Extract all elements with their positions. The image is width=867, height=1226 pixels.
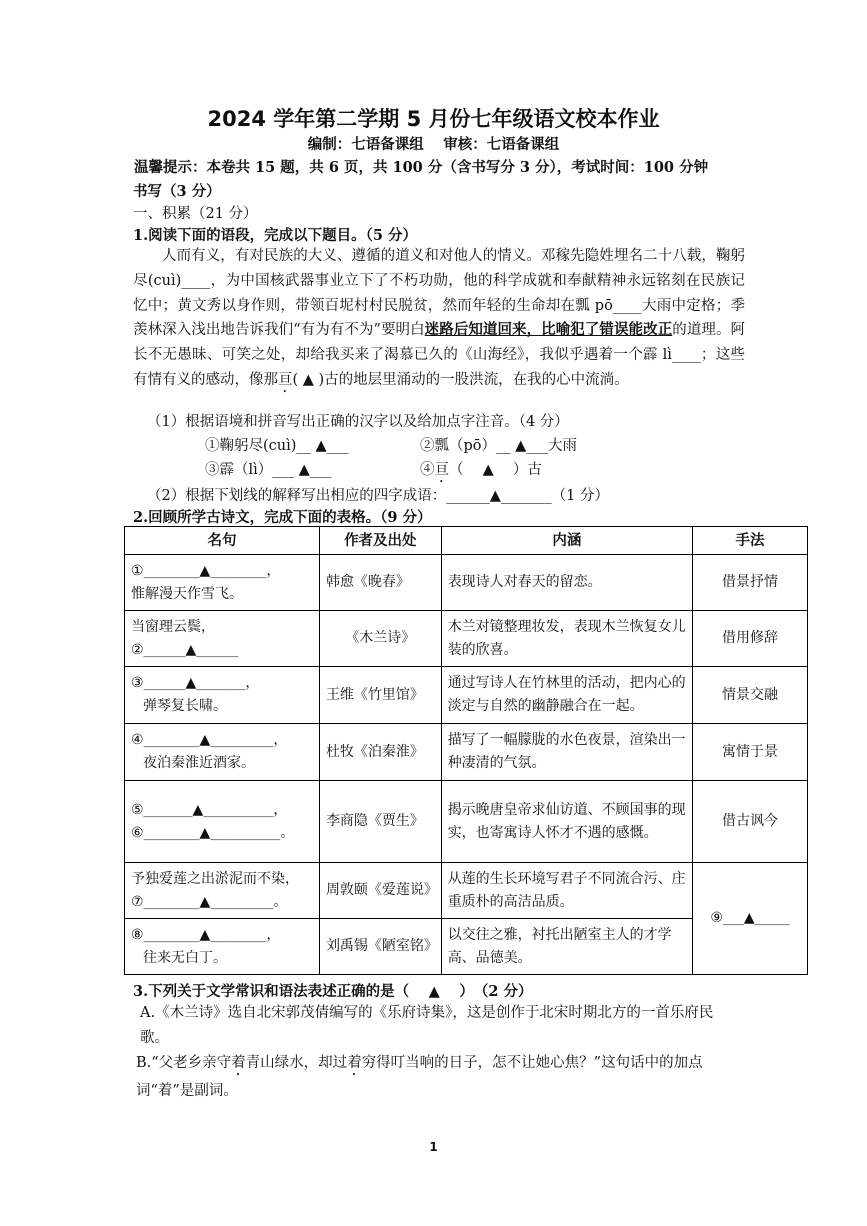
option-b[interactable] — [136, 1051, 726, 1104]
option-a[interactable]: A.《木兰诗》选自北宋郭茂倩编写的《乐府诗集》，这是创作于北宋时期北方的一首乐府民歌。 — [140, 1005, 714, 1046]
editor-line: 编制：七语备课组 审核：七语备课组 — [307, 136, 560, 153]
verse-line: 当窗理云鬓， — [131, 618, 215, 635]
answer-blank-4-suffix: （ ▲ ）古 — [449, 462, 542, 478]
table-row — [125, 863, 808, 919]
question-3-heading: 3.下列关于文学常识和语法表述正确的是（ ▲ ） （2 分） — [133, 983, 533, 1000]
verse-line: ②______▲______ — [131, 641, 239, 658]
poetry-table — [124, 526, 808, 975]
section-heading: 一、积累（21 分） — [133, 206, 258, 222]
method-answer-cell[interactable]: ⑨___▲_____ — [693, 863, 808, 975]
sub-question-1: （1）根据语境和拼音写出正确的汉字以及给加点字注音。（4 分） — [147, 414, 569, 430]
writing-score: 书写（3 分） — [133, 183, 221, 200]
answer-blank-3[interactable]: ③霹（lì）___ ▲___ — [205, 462, 332, 478]
verse-line: ③______▲_______， — [131, 675, 260, 691]
column-header: 手法 — [693, 527, 808, 555]
author-cell: 周敦颐《爱莲说》 — [319, 863, 441, 919]
answer-blank-4[interactable] — [420, 458, 542, 486]
method-cell: 借用修辞 — [693, 611, 808, 667]
verse-line: ④________▲_________， — [131, 732, 288, 748]
passage-part-c: ( ▲ )古的地层里涌动的一股洪流，在我的心中流淌。 — [292, 371, 629, 388]
verse-cell[interactable] — [125, 919, 320, 975]
verse-line: 弹琴复长啸。 — [143, 698, 227, 714]
answer-blank-2[interactable]: ②瓢（pō）__ ▲___大雨 — [420, 438, 578, 454]
verse-line: 往来无白丁。 — [143, 949, 227, 966]
verse-line: 予独爱莲之出淤泥而不染， — [131, 870, 299, 887]
reading-passage — [133, 244, 745, 396]
passage-dotted-char: 亘 — [278, 371, 293, 388]
verse-line: 夜泊秦淮近酒家。 — [143, 755, 255, 771]
meaning-cell: 从莲的生长环境写君子不同流合污、庄重质朴的高洁品质。 — [441, 863, 692, 919]
passage-part-b: 的道理。阿长不无愚昧、可笑之处，却给我买来了渴慕已久的《山海经》，我似乎遇着一个霹 lì____；这些有情有义的感动，像那 — [133, 322, 746, 388]
option-b-part: B.“父老乡亲守 — [136, 1055, 232, 1071]
meaning-cell: 以交往之雅，衬托出陋室主人的才学高、品德美。 — [441, 919, 692, 975]
option-b-dotted-char: 着 — [347, 1055, 362, 1071]
verse-line: ⑥________▲__________。 — [131, 824, 295, 841]
answer-blank-4-prefix: ④ — [420, 462, 435, 478]
question-1-heading: 1.阅读下面的语段，完成以下题目。（5 分） — [133, 227, 418, 244]
table-row — [125, 555, 808, 611]
table-header-row — [125, 527, 808, 555]
author-cell: 杜牧《泊秦淮》 — [319, 724, 441, 781]
table-row — [125, 667, 808, 724]
verse-cell[interactable] — [125, 781, 320, 863]
verse-line: ①________▲________， — [131, 562, 281, 579]
method-cell: 寓情于景 — [693, 724, 808, 781]
meaning-cell: 揭示晚唐皇帝求仙访道、不顾国事的现实，也寄寓诗人怀才不遇的感慨。 — [441, 781, 692, 863]
column-header: 内涵 — [441, 527, 692, 555]
meaning-cell: 木兰对镜整理妆发，表现木兰恢复女儿装的欣喜。 — [441, 611, 692, 667]
answer-blank-1[interactable]: ①鞠躬尽(cuì)__ ▲___ — [205, 438, 349, 454]
table-row — [125, 611, 808, 667]
table-row — [125, 724, 808, 781]
question-2-heading: 2.回顾所学古诗文，完成下面的表格。（9 分） — [133, 509, 432, 526]
author-cell: 韩愈《晚春》 — [319, 555, 441, 611]
verse-line: ⑤_______▲__________， — [131, 801, 288, 818]
verse-line: 惟解漫天作雪飞。 — [131, 585, 243, 602]
verse-cell[interactable] — [125, 611, 320, 667]
method-cell: 借景抒情 — [693, 555, 808, 611]
column-header: 名句 — [125, 527, 320, 555]
method-cell: 情景交融 — [693, 667, 808, 724]
meaning-cell: 描写了一幅朦胧的水色夜景，渲染出一种凄清的气氛。 — [441, 724, 692, 781]
page-title: 2024 学年第二学期 5 月份七年级语文校本作业 — [207, 107, 660, 131]
page-number: 1 — [429, 1140, 438, 1154]
verse-line: ⑦________▲_________。 — [131, 893, 288, 910]
meaning-cell: 通过写诗人在竹林里的活动，把内心的淡定与自然的幽静融合在一起。 — [441, 667, 692, 724]
author-cell: 《木兰诗》 — [319, 611, 441, 667]
exam-tip: 温馨提示：本卷共 15 题，共 6 页，共 100 分（含书写分 3 分），考试时间：100 分钟 — [134, 159, 709, 176]
passage-part-a: 人而有义，有对民族的大义、遵循的道义和对他人的情义。邓稼先隐姓埋名二十八载，鞠躬尽(cuì)____，为中国核武器事业立下了不朽功勋，他的科学成就和奉献精神永远铭刻在民族记忆中；黄文秀以身作则，带领百坭村村民脱贫，然而年轻的生命却在瓢 pō____大雨中定格；季羡林深入浅出地告诉我们“有为有不为”要明白 — [133, 248, 745, 339]
verse-cell[interactable] — [125, 555, 320, 611]
verse-cell[interactable] — [125, 724, 320, 781]
verse-cell[interactable] — [125, 863, 320, 919]
method-cell: 借古讽今 — [693, 781, 808, 863]
verse-cell[interactable] — [125, 667, 320, 724]
author-cell: 王维《竹里馆》 — [319, 667, 441, 724]
column-header: 作者及出处 — [319, 527, 441, 555]
passage-underlined: 迷路后知道回来，比喻犯了错误能改正 — [424, 321, 673, 339]
meaning-cell: 表现诗人对春天的留恋。 — [441, 555, 692, 611]
option-b-dotted-char: 着 — [231, 1055, 246, 1071]
answer-blank-4-dotted-char: 亘 — [434, 462, 449, 478]
author-cell: 刘禹锡《陋室铭》 — [319, 919, 441, 975]
author-cell: 李商隐《贾生》 — [319, 781, 441, 863]
sub-question-2[interactable]: （2）根据下划线的解释写出相应的四字成语：______▲_______（1 分） — [147, 488, 609, 504]
verse-line: ⑧________▲________， — [131, 926, 281, 943]
option-b-part: 青山绿水，却过 — [245, 1055, 348, 1071]
table-row — [125, 781, 808, 863]
option-b-part: 穷得叮当响的日子，怎不让她心焦？”这句话中的加点词“着”是副词。 — [136, 1055, 703, 1099]
